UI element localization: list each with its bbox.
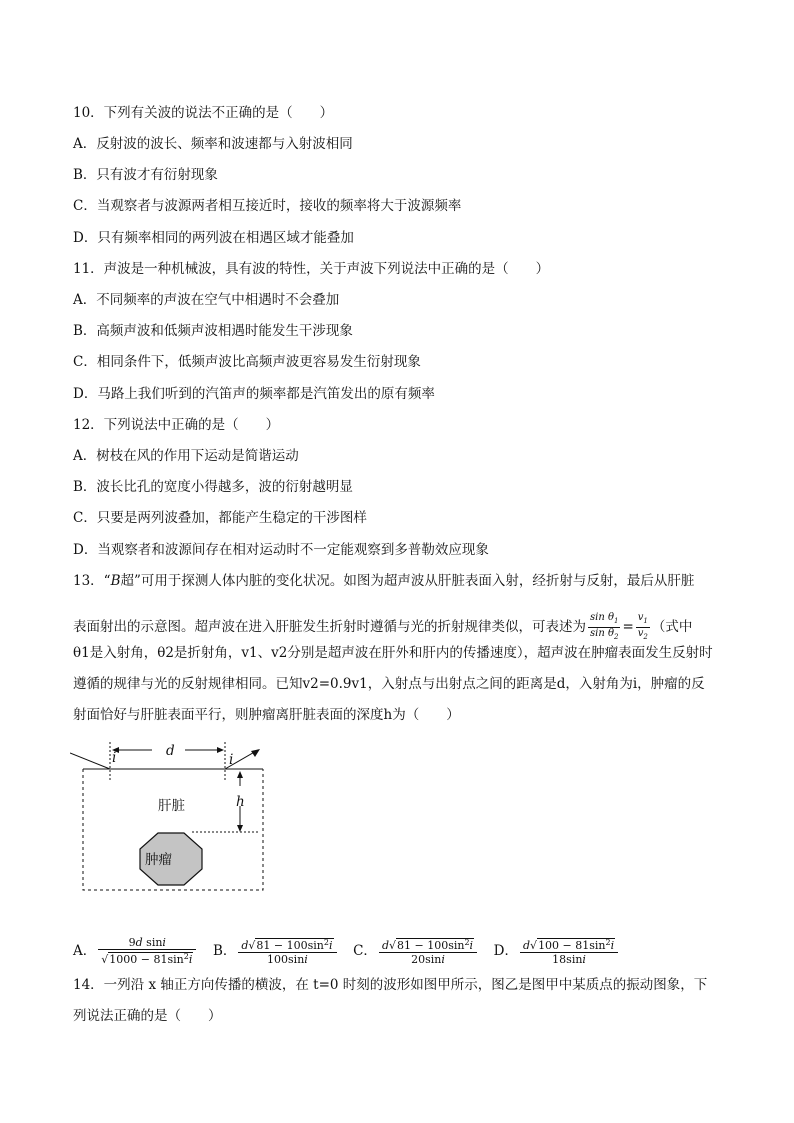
q13-option-a: A． $\frac{\text{9d sini}}{√1000 - 81\sin^2i}$ [73, 943, 200, 959]
q12-stem: 12．下列说法中正确的是（ ） [73, 417, 280, 433]
q13-line-1: 13．“B超”可用于探测人体内脏的变化状况。如图为超声波从肝脏表面入射，经折射与反射，最后从肝脏 [73, 573, 695, 589]
q10-option-a: A．反射波的波长、频率和波速都与入射波相同 [73, 136, 353, 152]
q10-option-d: D．只有频率相同的两列波在相遇区域才能叠加 [73, 230, 354, 246]
q10-option-c: C．当观察者与波源两者相互接近时，接收的频率将大于波源频率 [73, 198, 462, 214]
q13-line-3: θ1是入射角，θ2是折射角，v1、v2分别是超声波在肝外和肝内的传播速度），超声波在肿瘤表面发生反射时 [73, 645, 713, 661]
q12-option-d: D．当观察者和波源间存在相对运动时不一定能观察到多普勒效应现象 [73, 542, 489, 558]
q14-line-1: 14．一列沿 x 轴正方向传播的横波，在 t=0 时刻的波形如图甲所示，图乙是图甲中某质点的振动图象，下 [73, 977, 708, 993]
q13-line-5: 射面恰好与肝脏表面平行，则肿瘤离肝脏表面的深度h为（ ） [73, 707, 460, 723]
diagram-label-d: d [166, 743, 175, 759]
refraction-formula: $\frac{\sin \theta_1}{\sin \theta_2}$ [590, 612, 619, 641]
q11-option-c: C．相同条件下，低频声波比高频声波更容易发生衍射现象 [73, 354, 421, 370]
q13-options [73, 936, 622, 966]
q11-option-b: B．高频声波和低频声波相遇时能发生干涉现象 [73, 323, 353, 339]
diagram-label-i-left: i [112, 750, 117, 766]
q13-line-4: 遵循的规律与光的反射规律相同。已知v2=0.9v1，入射点与出射点之间的距离是d，入射角为i，肿瘤的反 [73, 676, 705, 692]
diagram-label-h: h [236, 794, 245, 810]
q12-option-b: B．波长比孔的宽度小得越多，波的衍射越明显 [73, 479, 353, 495]
q10-stem: 10．下列有关波的说法不正确的是（ ） [73, 105, 334, 121]
diagram-label-i-right: i [229, 752, 234, 768]
q13-option-d: D． $\frac{d√100 - 81\sin^2i}{18\sin i}$ [494, 943, 622, 959]
q14-line-2: 列说法正确的是（ ） [73, 1008, 222, 1024]
q12-option-a: A．树枝在风的作用下运动是简谐运动 [73, 448, 299, 464]
q13-line-2: 表面射出的示意图。超声波在进入肝脏发生折射时遵循与光的折射规律类似，可表述为 $\frac{\sin \theta_1}{\sin \theta_2}$ = $\frac{v_1}{v_2}$ （式中 [73, 612, 693, 641]
q11-option-a: A．不同频率的声波在空气中相遇时不会叠加 [73, 292, 340, 308]
q11-option-d: D．马路上我们听到的汽笛声的频率都是汽笛发出的原有频率 [73, 386, 435, 402]
q11-stem: 11．声波是一种机械波，具有波的特性，关于声波下列说法中正确的是（ ） [73, 261, 550, 277]
q10-option-b: B．只有波才有衍射现象 [73, 167, 218, 183]
q13-option-b: B． $\frac{d√81 - 100\sin^2i}{100\sin i}$ [213, 943, 341, 959]
q13-option-c: C． $\frac{d√81 - 100\sin^2i}{20\sin i}$ [353, 943, 481, 959]
diagram-label-tumor: 肿瘤 [145, 852, 172, 868]
diagram-label-liver: 肝脏 [158, 798, 185, 814]
q12-option-c: C．只要是两列波叠加，都能产生稳定的干涉图样 [73, 510, 367, 526]
liver-ultrasound-diagram [70, 738, 280, 898]
